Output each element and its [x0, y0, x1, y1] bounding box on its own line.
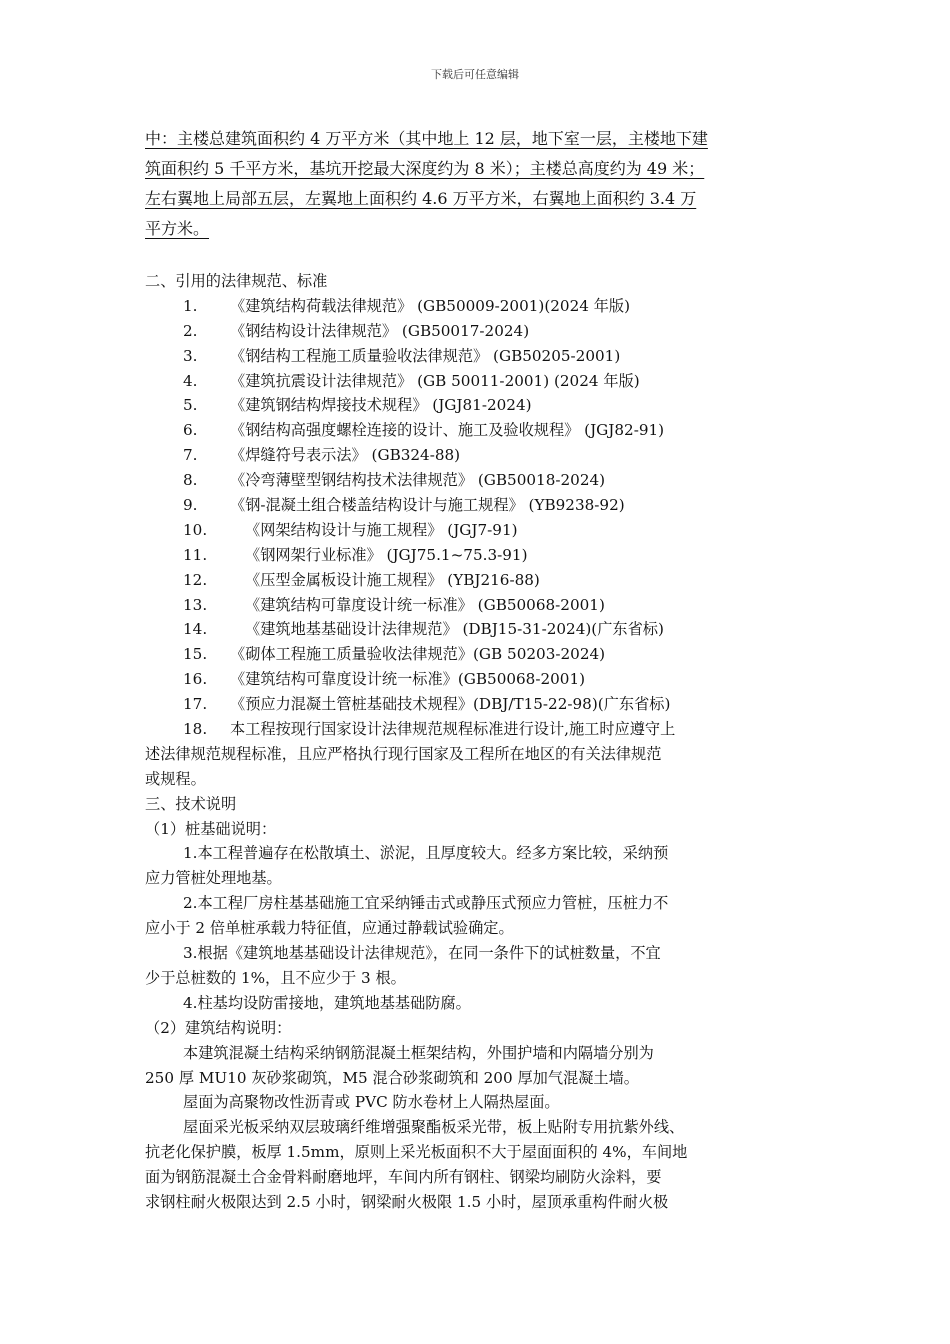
reference-text: 本工程按现行国家设计法律规范规程标准进行设计,施工时应遵守上	[230, 720, 676, 739]
reference-text: 《焊缝符号表示法》 (GB324-88)	[230, 446, 461, 465]
structure-note-line: 屋面采光板采纳双层玻璃纤维增强聚酯板采光带，板上贴附专用抗紫外线、	[183, 1118, 685, 1137]
reference-number: 14.	[183, 620, 208, 639]
pile-note-line: 少于总桩数的 1%，且不应少于 3 根。	[145, 968, 406, 987]
reference-text: 《压型金属板设计施工规程》 (YBJ216-88)	[245, 570, 540, 589]
reference-item	[145, 642, 813, 667]
intro-paragraph	[145, 124, 815, 244]
intro-line: 左右翼地上局部五层，左翼地上面积约 4.6 万平方米，右翼地上面积约 3.4 万	[145, 189, 697, 208]
reference-item	[145, 319, 813, 344]
reference-text: 《钢结构工程施工质量验收法律规范》 (GB50205-2001)	[230, 346, 621, 365]
pile-note-line: 3.根据《建筑地基基础设计法律规范》，在同一条件下的试桩数量，不宜	[183, 944, 661, 963]
reference-item	[145, 568, 813, 593]
reference-number: 8.	[183, 471, 198, 490]
intro-line: 中：主楼总建筑面积约 4 万平方米（其中地上 12 层，地下室一层，主楼地下建	[145, 129, 708, 148]
reference-item-18	[145, 717, 813, 742]
reference-item	[145, 393, 813, 418]
structure-note-line: 屋面为高聚物改性沥青或 PVC 防水卷材上人隔热屋面。	[183, 1093, 560, 1112]
reference-item	[145, 617, 813, 642]
reference-continuation: 或规程。	[145, 769, 206, 788]
reference-number: 7.	[183, 446, 198, 465]
section-heading: 三、技术说明	[145, 794, 237, 813]
reference-number: 10.	[183, 520, 208, 539]
intro-line: 平方米。	[145, 219, 210, 238]
pile-note-line: 4.柱基均设防雷接地，建筑地基基础防腐。	[183, 993, 471, 1012]
reference-item	[145, 418, 813, 443]
reference-number: 9.	[183, 496, 198, 515]
reference-item	[145, 543, 813, 568]
reference-number: 15.	[183, 645, 208, 664]
reference-text: 《建筑结构荷载法律规范》 (GB50009-2001)(2024 年版)	[230, 296, 631, 315]
reference-continuation: 述法律规范规程标准，且应严格执行现行国家及工程所在地区的有关法律规范	[145, 744, 662, 763]
reference-number: 3.	[183, 346, 198, 365]
reference-text: 《砌体工程施工质量验收法律规范》(GB 50203-2024)	[230, 645, 606, 664]
reference-text: 《建筑结构可靠度设计统一标准》 (GB50068-2001)	[245, 595, 605, 614]
reference-text: 《建筑抗震设计法律规范》 (GB 50011-2001) (2024 年版)	[230, 371, 640, 390]
reference-text: 《钢结构设计法律规范》 (GB50017-2024)	[230, 321, 530, 340]
reference-item	[145, 667, 813, 692]
pile-note-line: 2.本工程厂房柱基基础施工宜采纳锤击式或静压式预应力管桩，压桩力不	[183, 894, 669, 913]
reference-number: 13.	[183, 595, 208, 614]
reference-text: 《冷弯薄壁型钢结构技术法律规范》 (GB50018-2024)	[230, 471, 606, 490]
reference-number: 2.	[183, 321, 198, 340]
reference-number: 12.	[183, 570, 208, 589]
reference-list	[145, 294, 813, 792]
reference-number: 1.	[183, 296, 198, 315]
reference-item	[145, 692, 813, 717]
structure-note-line: 面为钢筋混凝土合金骨料耐磨地坪，车间内所有钢柱、钢梁均刷防火涂料，要	[145, 1168, 662, 1187]
structure-note-line: 250 厚 MU10 灰砂浆砌筑，M5 混合砂浆砌筑和 200 厚加气混凝土墙。	[145, 1068, 639, 1087]
reference-number: 6.	[183, 421, 198, 440]
reference-number: 4.	[183, 371, 198, 390]
reference-item	[145, 344, 813, 369]
reference-number: 5.	[183, 396, 198, 415]
intro-line: 筑面积约 5 千平方米，基坑开挖最大深度约为 8 米）；主楼总高度约为 49 米；	[145, 159, 705, 178]
page-header: 下载后可任意编辑	[431, 68, 519, 81]
reference-text: 《网架结构设计与施工规程》 (JGJ7-91)	[245, 520, 518, 539]
reference-item	[145, 518, 813, 543]
subsection-heading: （2）建筑结构说明：	[145, 1018, 292, 1037]
structure-note-line: 抗老化保护膜，板厚 1.5mm，原则上采光板面积不大于屋面面积的 4%，车间地	[145, 1143, 688, 1162]
reference-item	[145, 493, 813, 518]
reference-number: 18.	[183, 720, 208, 739]
reference-item	[145, 294, 813, 319]
reference-item	[145, 443, 813, 468]
reference-item	[145, 369, 813, 394]
reference-text: 《预应力混凝土管桩基础技术规程》(DBJ/T15-22-98)(广东省标)	[230, 695, 671, 714]
reference-text: 《建筑地基基础设计法律规范》 (DBJ15-31-2024)(广东省标)	[245, 620, 664, 639]
pile-note-line: 1.本工程普遍存在松散填土、淤泥，且厚度较大。经多方案比较，采纳预	[183, 844, 669, 863]
structure-note-line: 本建筑混凝土结构采纳钢筋混凝土框架结构，外围护墙和内隔墙分别为	[183, 1043, 654, 1062]
subsection-heading: （1）桩基础说明：	[145, 819, 277, 838]
structure-note-line: 求钢柱耐火极限达到 2.5 小时，钢梁耐火极限 1.5 小时，屋顶承重构件耐火极	[145, 1192, 669, 1211]
pile-note-line: 应小于 2 倍单桩承载力特征值，应通过静载试验确定。	[145, 919, 514, 938]
pile-note-line: 应力管桩处理地基。	[145, 869, 282, 888]
reference-number: 11.	[183, 545, 208, 564]
reference-text: 《建筑钢结构焊接技术规程》 (JGJ81-2024)	[230, 396, 532, 415]
reference-number: 16.	[183, 670, 208, 689]
reference-number: 17.	[183, 695, 208, 714]
reference-text: 《钢网架行业标准》 (JGJ75.1~75.3-91)	[245, 545, 528, 564]
section-heading: 二、引用的法律规范、标准	[145, 272, 328, 290]
reference-item	[145, 593, 813, 618]
document-body	[145, 269, 813, 1215]
reference-text: 《建筑结构可靠度设计统一标准》(GB50068-2001)	[230, 670, 586, 689]
reference-item	[145, 468, 813, 493]
reference-text: 《钢-混凝土组合楼盖结构设计与施工规程》 (YB9238-92)	[230, 496, 625, 515]
reference-text: 《钢结构高强度螺栓连接的设计、施工及验收规程》 (JGJ82-91)	[230, 421, 665, 440]
